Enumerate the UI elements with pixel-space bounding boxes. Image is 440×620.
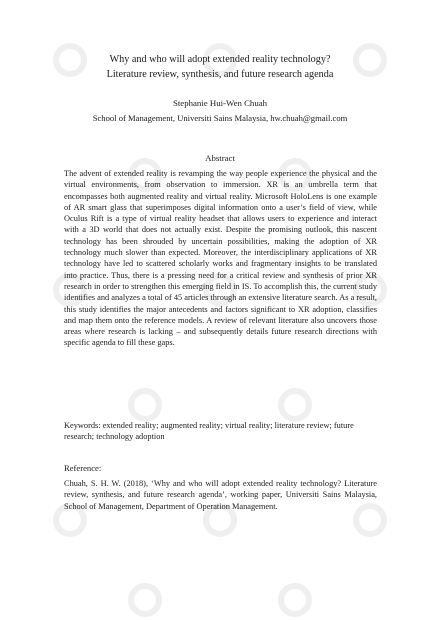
reference-text: Chuah, S. H. W. (2018), ‘Why and who will adopt extended reality technology? Literature review, synthesis, and future research agenda’, working paper, Universiti Sains Malaysia, School of Management, Department of Operation Management.	[64, 479, 377, 511]
author-name: Stephanie Hui-Wen Chuah	[172, 98, 268, 108]
keywords: Keywords: extended reality; augmented reality; virtual reality; literature review; future research; technology adoption	[64, 421, 354, 442]
paper-title-line-1: Why and who will adopt extended reality technology?	[109, 54, 331, 65]
author-affiliation: School of Management, Universiti Sains Malaysia, hw.chuah@gmail.com	[92, 113, 348, 123]
abstract-heading: Abstract	[205, 153, 235, 163]
reference-heading: Reference:	[64, 463, 102, 473]
paper-title-line-2: Literature review, synthesis, and future research agenda	[106, 69, 334, 80]
abstract-text: The advent of extended reality is revamping the way people experience the physical and the virtual environments, from observation to immersion. XR is an umbrella term that encompasses both augmented reality and virtual reality. Microsoft HoloLens is one example of AR smart glass that superimposes digital information onto a user’s field of view, while Oculus Rift is a type of virtual reality headset that allows users to experience and interact with a 3D world that does not actually exist. Despite the promising outlook, this nascent technology has been shrouded by uncertain possibilities, making the adoption of XR technology much slower than expected. Moreover, the interdisciplinary applications of XR technology have led to scattered scholarly works and fragmentary insights to be translated into practice. Thus, there is a pressing need for a critical review and synthesis of prior XR research in order to strengthen this emerging field in IS. To accomplish this, the current study identifies and analyzes a total of 45 articles through an extensive literature search. As a result, this study identifies the major antecedents and factors significant to XR adoption, classifies and map them onto the reference models. A review of relevant literature also uncovers those areas where research is lacking – and subsequently details future research directions with specific agenda to fill these gaps.	[64, 169, 378, 348]
